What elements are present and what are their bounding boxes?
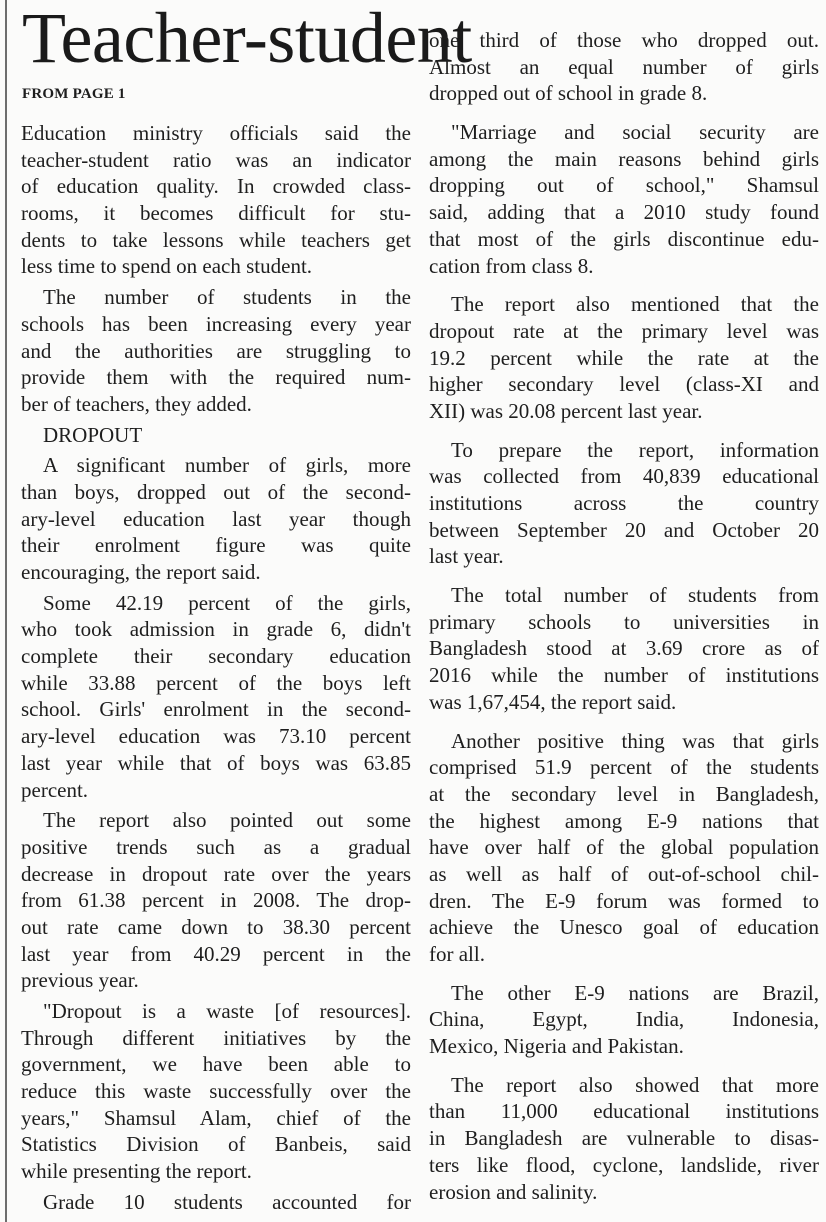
text-line	[429, 834, 819, 861]
text-line-content: was 1,67,454, the report said.	[429, 689, 677, 714]
text-line	[21, 1131, 411, 1158]
text-line-content: their enrolment figure was quite	[21, 533, 411, 558]
text-line-content: Statistics Division of Banbeis, said	[21, 1132, 411, 1157]
text-line-content: while presenting the report.	[21, 1159, 252, 1184]
article-paragraph	[21, 1189, 411, 1216]
text-line	[429, 318, 819, 345]
text-line	[21, 391, 411, 418]
text-line	[21, 616, 411, 643]
article-paragraph	[429, 27, 819, 107]
text-line	[429, 398, 819, 425]
text-line	[21, 200, 411, 227]
text-line	[429, 253, 819, 280]
text-line-content: for all.	[429, 942, 485, 966]
text-line	[429, 914, 819, 941]
text-line	[429, 80, 819, 107]
clipping-border	[5, 0, 7, 1222]
text-line	[429, 54, 819, 81]
text-line-content: The other E-9 nations are Brazil,	[451, 980, 819, 1005]
article-paragraph	[21, 807, 411, 994]
article-paragraph	[429, 119, 819, 279]
text-line	[429, 888, 819, 915]
text-line-content: ber of teachers, they added.	[21, 391, 252, 416]
text-line	[429, 781, 819, 808]
text-line	[429, 119, 819, 146]
text-line-content: positive trends such as a gradual	[21, 834, 411, 859]
text-line	[429, 1179, 819, 1206]
article-column-1	[21, 120, 411, 1216]
article-paragraph	[429, 1072, 819, 1205]
text-line	[429, 609, 819, 636]
text-line	[21, 723, 411, 750]
text-line	[429, 517, 819, 544]
text-line	[429, 437, 819, 464]
text-line-content: last year from 40.29 percent in the	[21, 941, 411, 966]
text-line-content: one third of those who dropped out.	[429, 28, 819, 52]
text-line-content: last year while that of boys was 63.85	[21, 750, 411, 775]
text-line	[21, 696, 411, 723]
text-line	[21, 861, 411, 888]
text-line	[21, 173, 411, 200]
text-line	[429, 1033, 819, 1060]
text-line-content: "Marriage and social security are	[451, 120, 819, 145]
text-line	[429, 861, 819, 888]
text-line	[429, 980, 819, 1007]
text-line-content: complete their secondary education	[21, 644, 411, 669]
text-line-content: percent.	[21, 777, 89, 802]
text-line	[21, 1189, 411, 1216]
text-line-content: provide them with the required num-	[21, 365, 411, 390]
text-line	[429, 345, 819, 372]
text-line	[21, 914, 411, 941]
text-line	[21, 506, 411, 533]
text-line-content: than boys, dropped out of the second-	[21, 479, 411, 504]
text-line	[21, 479, 411, 506]
text-line	[429, 1006, 819, 1033]
article-paragraph	[429, 582, 819, 715]
text-line-content: who took admission in grade 6, didn't	[21, 617, 411, 642]
text-line-content: out rate came down to 38.30 percent	[21, 914, 411, 939]
text-line	[21, 147, 411, 174]
text-line-content: ary-level education last year though	[21, 506, 411, 531]
text-line	[21, 1158, 411, 1185]
text-line	[21, 452, 411, 479]
article-column-2	[429, 27, 819, 1205]
text-line-content: and the authorities are struggling to	[21, 338, 411, 363]
text-line-content: erosion and salinity.	[429, 1179, 598, 1204]
text-line-content: dropout rate at the primary level was	[429, 318, 819, 343]
text-line-content: cation from class 8.	[429, 253, 594, 278]
text-line	[21, 364, 411, 391]
text-line-content: decrease in dropout rate over the years	[21, 861, 411, 886]
text-line	[21, 338, 411, 365]
text-line-content: 2016 while the number of institutions	[429, 663, 819, 688]
text-line-content: between September 20 and October 20	[429, 517, 819, 542]
text-line	[429, 27, 819, 54]
text-line	[21, 807, 411, 834]
text-line	[429, 689, 819, 716]
text-line-content: Almost an equal number of girls	[429, 54, 819, 79]
text-line	[429, 199, 819, 226]
text-line-content: Bangladesh stood at 3.69 crore as of	[429, 636, 819, 661]
text-line	[21, 253, 411, 280]
text-line	[21, 941, 411, 968]
text-line	[21, 1025, 411, 1052]
text-line	[429, 1072, 819, 1099]
text-line-content: Another positive thing was that girls	[451, 728, 819, 753]
text-line	[429, 146, 819, 173]
text-line	[21, 120, 411, 147]
text-line-content: dropped out of school in grade 8.	[429, 81, 708, 106]
text-line	[429, 754, 819, 781]
text-line-content: teacher-student ratio was an indicator	[21, 147, 411, 172]
text-line-content: have over half of the global population	[429, 835, 819, 860]
text-line	[21, 998, 411, 1025]
text-line	[21, 590, 411, 617]
text-line-content: that most of the girls discontinue edu-	[429, 226, 819, 251]
text-line-content: previous year.	[21, 968, 139, 993]
text-line-content: A significant number of girls, more	[43, 453, 411, 478]
text-line-content: comprised 51.9 percent of the students	[429, 755, 819, 780]
article-paragraph	[429, 291, 819, 424]
text-line	[429, 172, 819, 199]
text-line-content: "Dropout is a waste [of resources].	[43, 999, 411, 1023]
text-line	[429, 582, 819, 609]
text-line	[429, 226, 819, 253]
text-line	[21, 967, 411, 994]
text-line-content: achieve the Unesco goal of education	[429, 915, 819, 940]
text-line-content: last year.	[429, 544, 504, 569]
text-line-content: 19.2 percent while the rate at the	[429, 345, 819, 370]
article-paragraph	[429, 980, 819, 1060]
text-line	[429, 543, 819, 570]
text-line-content: schools has been increasing every year	[21, 311, 411, 336]
text-line-content: years," Shamsul Alam, chief of the	[21, 1105, 411, 1130]
article-paragraph	[429, 728, 819, 968]
text-line-content: The report also mentioned that the	[451, 292, 819, 317]
text-line-content: dents to take lessons while teachers get	[21, 227, 411, 252]
text-line-content: the highest among E-9 nations that	[429, 808, 819, 833]
text-line-content: reduce this waste successfully over the	[21, 1079, 411, 1104]
article-paragraph	[21, 452, 411, 585]
text-line	[21, 227, 411, 254]
text-line-content: among the main reasons behind girls	[429, 146, 819, 171]
text-line-content: primary schools to universities in	[429, 609, 819, 634]
text-line-content: encouraging, the report said.	[21, 560, 261, 584]
text-line	[429, 808, 819, 835]
text-line-content: institutions across the country	[429, 491, 819, 515]
text-line	[21, 311, 411, 338]
text-line-content: in Bangladesh are vulnerable to disas-	[429, 1126, 819, 1151]
text-line-content: The number of students in the	[43, 285, 411, 310]
text-line	[21, 284, 411, 311]
text-line-content: Some 42.19 percent of the girls,	[43, 590, 411, 615]
text-line	[429, 1152, 819, 1179]
text-line	[21, 750, 411, 777]
article-paragraph	[21, 998, 411, 1185]
article-paragraph	[21, 590, 411, 804]
text-line-content: while 33.88 percent of the boys left	[21, 670, 411, 695]
text-line-content: DROPOUT	[43, 422, 143, 447]
text-line	[21, 643, 411, 670]
article-paragraph	[429, 437, 819, 570]
text-line-content: Mexico, Nigeria and Pakistan.	[429, 1034, 684, 1059]
article-paragraph	[21, 120, 411, 280]
text-line-content: from 61.38 percent in 2008. The drop-	[21, 888, 411, 913]
text-line	[429, 1125, 819, 1152]
text-line-content: than 11,000 educational institutions	[429, 1099, 819, 1124]
text-line	[21, 532, 411, 559]
text-line	[21, 422, 411, 449]
text-line	[21, 1051, 411, 1078]
text-line-content: said, adding that a 2010 study found	[429, 200, 819, 225]
text-line-content: as well as half of out-of-school chil-	[429, 861, 819, 886]
text-line-content: China, Egypt, India, Indonesia,	[429, 1007, 819, 1032]
text-line	[429, 463, 819, 490]
text-line-content: dropping out of school," Shamsul	[429, 173, 819, 198]
article-paragraph	[21, 284, 411, 417]
text-line	[429, 490, 819, 517]
text-line-content: government, we have been able to	[21, 1052, 411, 1077]
text-line	[21, 777, 411, 804]
text-line-content: dren. The E-9 forum was formed to	[429, 888, 819, 913]
text-line-content: The report also pointed out some	[43, 808, 411, 833]
text-line-content: To prepare the report, information	[451, 437, 819, 462]
text-line	[21, 1078, 411, 1105]
text-line	[429, 941, 819, 968]
text-line	[429, 662, 819, 689]
text-line-content: rooms, it becomes difficult for stu-	[21, 201, 411, 226]
text-line	[429, 291, 819, 318]
text-line-content: less time to spend on each student.	[21, 254, 313, 279]
text-line	[429, 371, 819, 398]
continuation-kicker: FROM PAGE 1	[22, 86, 126, 102]
text-line-content: The report also showed that more	[451, 1072, 819, 1097]
text-line-content: higher secondary level (class-XI and	[429, 372, 819, 397]
text-line-content: of education quality. In crowded class-	[21, 174, 411, 199]
text-line	[21, 670, 411, 697]
text-line	[429, 635, 819, 662]
text-line	[21, 887, 411, 914]
article-paragraph	[21, 422, 411, 449]
text-line-content: Grade 10 students accounted for	[43, 1189, 411, 1214]
text-line-content: XII) was 20.08 percent last year.	[429, 398, 703, 423]
text-line	[21, 834, 411, 861]
text-line	[21, 1105, 411, 1132]
text-line-content: ters like flood, cyclone, landslide, river	[429, 1152, 819, 1177]
headline: Teacher-student	[22, 0, 472, 78]
text-line	[429, 1098, 819, 1125]
text-line-content: was collected from 40,839 educational	[429, 464, 819, 489]
text-line	[21, 559, 411, 586]
text-line-content: Through different initiatives by the	[21, 1025, 411, 1050]
text-line-content: ary-level education was 73.10 percent	[21, 724, 411, 749]
text-line-content: The total number of students from	[451, 583, 819, 608]
text-line	[429, 728, 819, 755]
text-line-content: at the secondary level in Bangladesh,	[429, 781, 819, 806]
text-line-content: Education ministry officials said the	[21, 121, 411, 145]
text-line-content: school. Girls' enrolment in the second-	[21, 697, 411, 722]
